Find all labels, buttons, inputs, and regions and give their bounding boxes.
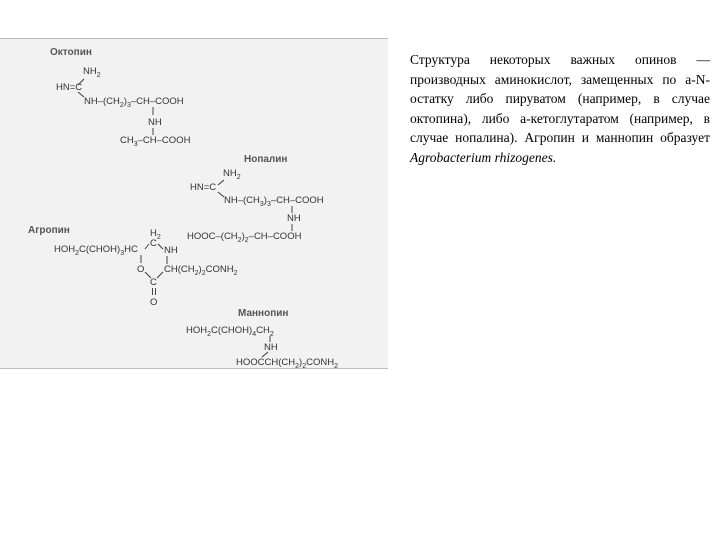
bond [158,244,163,249]
bond [218,180,224,185]
nopaline-nh: NH [287,213,301,224]
bond [145,244,149,249]
octopine-nh2: $NH_2$ [83,66,101,79]
nopaline-hn-c: HN=C [190,182,217,193]
mannopine-title: Маннопин [238,308,289,319]
agropine-title: Агропин [28,225,70,236]
agropine-left: $HOH_2C(CHOH)_3HC$ [54,244,138,257]
octopine-hn-c: HN=C [56,82,83,93]
caption-body: Структура некоторых важных опинов —производных аминокислот, замещенных по а-N-остатку либо пируватом (например, в случае октопина), либо а-кетоглутаратом (например, в случае нопалина). Агропин и маннопин образует [410,52,710,146]
agropine-nh: NH [164,245,178,256]
mannopine-nh: NH [264,342,278,353]
nopaline-nh2: $NH_2$ [223,168,241,181]
octopine-nh: NH [148,117,162,128]
bond [157,272,163,278]
octopine-chain: $NH-(CH_2)_3-CH$–COOH [84,96,184,109]
agropine-c-top: C [150,238,157,249]
octopine-title: Октопин [50,47,92,58]
chemical-structures [0,39,388,368]
caption-text [410,50,710,168]
agropine-h2: $H_2$ [150,228,161,241]
nopaline-bottom: HOOC–$(CH_2)_2-CH$–COOH [187,231,302,244]
caption-species: Agrobacterium rhizogenes. [410,149,557,165]
agropine-o: O [137,264,145,275]
nopaline-chain: $NH-(CH_3)_3-CH$–COOH [224,195,324,208]
mannopine-line1: $HOH_2C(CHOH)_4CH_2$ [186,325,274,338]
mannopine-line3: $HOOCCH(CH_2)_2CONH_2$ [236,357,338,368]
agropine-o-bottom: O [150,297,158,308]
nopaline-title: Нопалин [244,154,288,165]
octopine-bottom: $CH_3-CH$–COOH [120,135,191,148]
agropine-c-bottom: C [150,277,157,288]
opines-structure-figure [0,38,388,369]
agropine-ch-right: $CH(CH_2)_2CONH_2$ [164,264,238,277]
